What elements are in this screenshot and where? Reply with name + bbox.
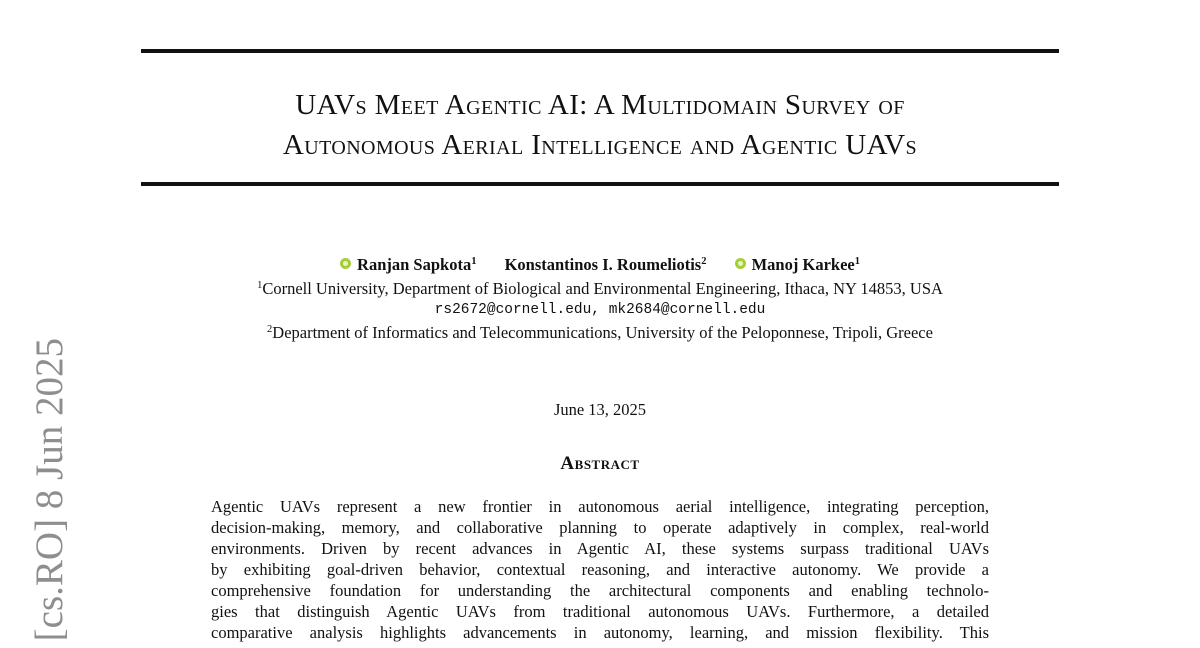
orcid-icon[interactable]: [735, 258, 746, 269]
author-name: Ranjan Sapkota: [357, 255, 472, 274]
affiliation-1: [0, 279, 1200, 299]
author-affiliation-mark: 1: [854, 256, 860, 267]
title-line-2: Autonomous Aerial Intelligence and Agentic UAVs: [282, 129, 918, 161]
affiliation-text: Cornell University, Department of Biological and Environmental Engineering, Ithaca, NY 14853, USA: [262, 279, 943, 298]
affiliation-mark: 1: [257, 280, 263, 291]
paper-title: [141, 85, 1059, 165]
affiliation-2: [0, 323, 1200, 343]
affiliation-text: Department of Informatics and Telecommunications, University of the Peloponnese, Tripoli, Greece: [272, 323, 933, 342]
abstract-body: [211, 496, 989, 643]
abstract-heading: Abstract: [560, 453, 640, 474]
abstract-line: decision-making, memory, and collaborative planning to operate adaptively in complex, real-world: [211, 518, 989, 537]
abstract-line: environments. Driven by recent advances in Agentic AI, these systems surpass traditional UAVs: [211, 539, 989, 558]
author-affiliation-mark: 1: [471, 256, 477, 267]
title-bottom-rule: [141, 182, 1059, 186]
author-name: Manoj Karkee: [751, 255, 855, 274]
author-list: [0, 255, 1200, 275]
author-2: [505, 255, 707, 275]
title-top-rule: [141, 49, 1059, 53]
author-1: [340, 255, 476, 275]
title-line-1: UAVs Meet Agentic AI: A Multidomain Survey of: [295, 89, 905, 121]
abstract-line: comparative analysis highlights advancements in autonomy, learning, and mission flexibility. This: [211, 623, 989, 642]
abstract-line: by exhibiting goal-driven behavior, contextual reasoning, and interactive autonomy. We provide a: [211, 560, 989, 579]
abstract-line: comprehensive foundation for understanding the architectural components and enabling technolo-: [211, 581, 989, 600]
author-affiliation-mark: 2: [701, 256, 707, 267]
author-emails[interactable]: rs2672@cornell.edu, mk2684@cornell.edu: [434, 302, 766, 318]
abstract-line: gies that distinguish Agentic UAVs from traditional autonomous UAVs. Furthermore, a detailed: [211, 602, 989, 621]
author-name: Konstantinos I. Roumeliotis: [504, 255, 702, 274]
arxiv-identifier-stamp: [cs.RO] 8 Jun 2025: [28, 338, 71, 642]
publication-date: June 13, 2025: [553, 400, 647, 419]
affiliation-mark: 2: [267, 324, 273, 335]
abstract-line: Agentic UAVs represent a new frontier in autonomous aerial intelligence, integrating perception,: [211, 497, 989, 516]
orcid-icon[interactable]: [340, 258, 351, 269]
author-3: [735, 255, 860, 275]
